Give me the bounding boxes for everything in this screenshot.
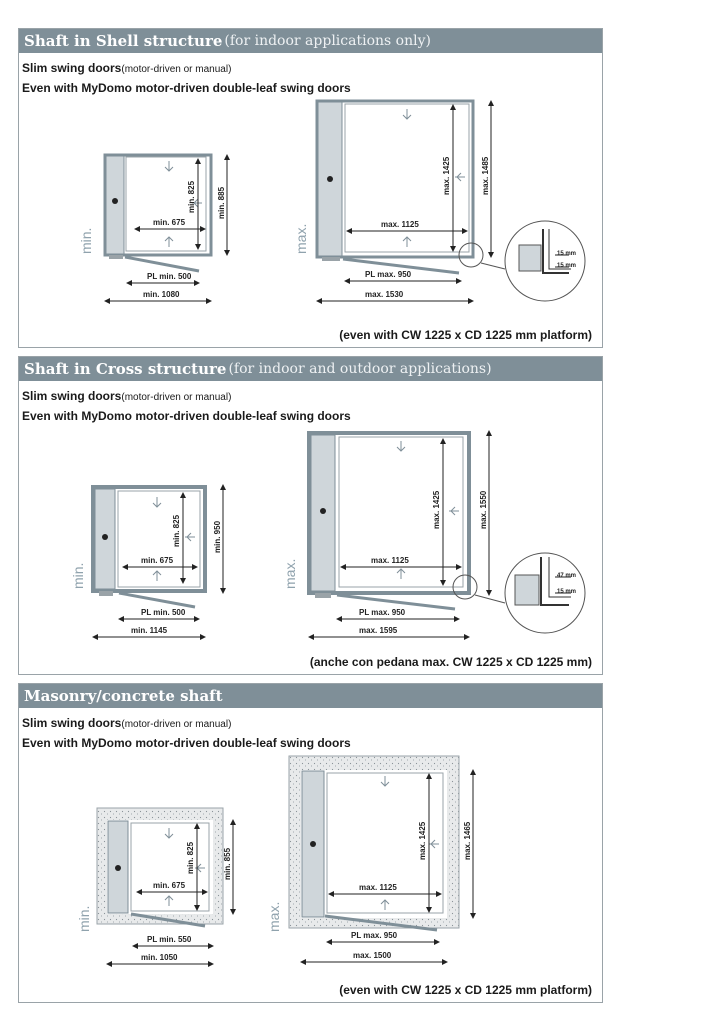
platform-note: (even with CW 1225 x CD 1225 mm platform) [339, 328, 592, 342]
door-knob-icon [310, 841, 316, 847]
shell-diagrams [19, 29, 602, 347]
door-type-note: (motor-driven or manual) [121, 719, 232, 730]
min-depth-inner: min. 825 [172, 514, 181, 547]
max-pl: PL max. 950 [365, 270, 412, 279]
door-knob-icon [320, 508, 326, 514]
detail-dim-b: 15 mm [557, 263, 577, 269]
mydomo-line: Even with MyDomo motor-driven double-leaf swing doors [22, 409, 351, 423]
detail-dim-b: 15 mm [557, 589, 577, 595]
door-type-note: (motor-driven or manual) [121, 392, 232, 403]
section-title: Masonry/concrete shaft [24, 687, 223, 705]
min-depth-inner: min. 825 [186, 841, 195, 874]
max-pl: PL max. 950 [359, 608, 406, 617]
corner-detail [459, 221, 585, 301]
max-width-outer: max. 1595 [359, 626, 398, 635]
min-width-outer: min. 1050 [141, 953, 178, 962]
max-label: max. [293, 223, 309, 254]
max-depth-inner: max. 1425 [418, 821, 427, 860]
section-title: Shaft in Cross structure [24, 360, 227, 378]
door-knob-icon [102, 534, 108, 540]
door-knob-icon [115, 865, 121, 871]
section-subtitle: (for indoor and outdoor applications) [228, 361, 492, 377]
max-masonry-drawing [266, 756, 473, 962]
min-label: min. [70, 562, 86, 589]
corner-detail [453, 553, 585, 633]
detail-dim-a: 15 mm [557, 251, 577, 257]
door-knob-icon [112, 198, 118, 204]
max-width-inner: max. 1125 [359, 883, 397, 892]
max-shell-drawing [293, 101, 491, 301]
section-title: Shaft in Shell structure [24, 32, 223, 50]
min-height-outer: min. 950 [213, 520, 222, 553]
door-type: Slim swing doors [22, 389, 122, 403]
min-width-inner: min. 675 [141, 556, 174, 565]
door-knob-icon [327, 176, 333, 182]
platform-note: (anche con pedana max. CW 1225 x CD 1225 mm) [309, 655, 592, 669]
min-masonry-drawing [76, 808, 233, 964]
max-label: max. [266, 901, 282, 932]
min-pl: PL min. 500 [147, 272, 192, 281]
masonry-diagrams [19, 684, 602, 1002]
section-subtitle: (for indoor applications only) [224, 33, 431, 49]
section-shell [18, 28, 603, 348]
max-height-outer: max. 1485 [481, 156, 490, 195]
platform-note: (even with CW 1225 x CD 1225 mm platform) [339, 983, 592, 997]
max-depth-inner: max. 1425 [432, 490, 441, 529]
min-width-inner: min. 675 [153, 218, 186, 227]
min-label: min. [76, 905, 92, 932]
mydomo-line: Even with MyDomo motor-driven double-leaf swing doors [22, 736, 351, 750]
cross-diagrams [19, 357, 602, 674]
mydomo-line: Even with MyDomo motor-driven double-leaf swing doors [22, 81, 351, 95]
max-width-inner: max. 1125 [371, 556, 409, 565]
min-pl: PL min. 550 [147, 935, 192, 944]
section-masonry [18, 683, 603, 1003]
max-height-outer: max. 1465 [463, 821, 472, 860]
min-width-outer: min. 1080 [143, 290, 180, 299]
min-pl: PL min. 500 [141, 608, 186, 617]
door-type-note: (motor-driven or manual) [121, 64, 232, 75]
min-label: min. [78, 227, 94, 254]
min-height-outer: min. 885 [217, 186, 226, 219]
max-pl: PL max. 950 [351, 931, 398, 940]
min-height-outer: min. 855 [223, 847, 232, 880]
max-cross-drawing [282, 431, 489, 637]
max-label: max. [282, 558, 298, 589]
door-type: Slim swing doors [22, 716, 122, 730]
min-depth-inner: min. 825 [187, 180, 196, 213]
max-width-outer: max. 1530 [365, 290, 404, 299]
door-type: Slim swing doors [22, 61, 122, 75]
max-width-inner: max. 1125 [381, 220, 419, 229]
min-width-inner: min. 675 [153, 881, 186, 890]
detail-dim-a: 47 mm [557, 573, 577, 579]
max-height-outer: max. 1550 [479, 490, 488, 529]
max-width-outer: max. 1500 [353, 951, 392, 960]
min-shell-drawing [78, 155, 227, 301]
section-cross [18, 356, 603, 675]
min-width-outer: min. 1145 [131, 626, 168, 635]
min-cross-drawing [70, 485, 223, 637]
max-depth-inner: max. 1425 [442, 156, 451, 195]
